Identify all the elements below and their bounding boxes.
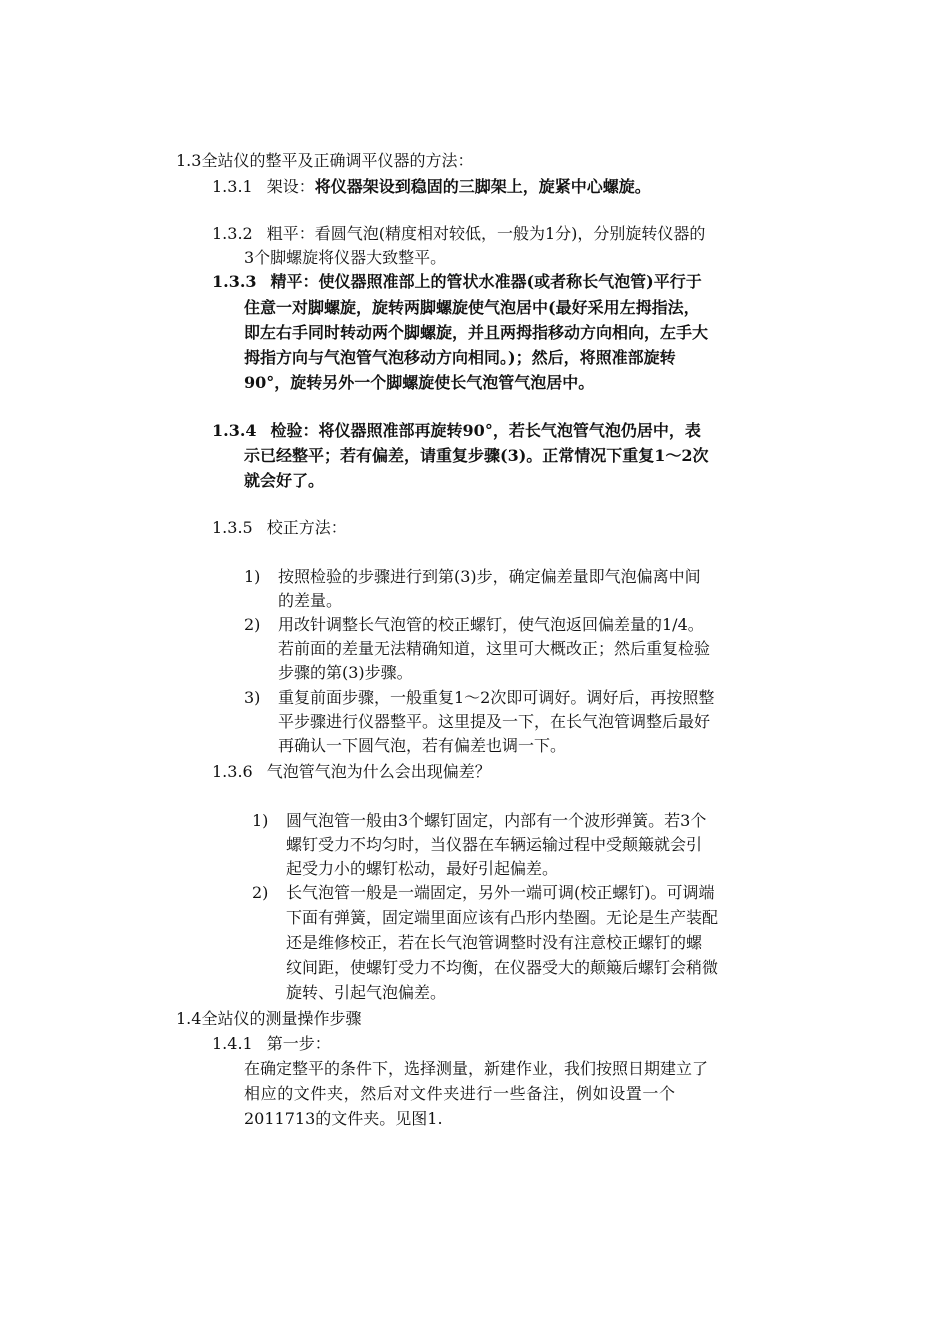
list-item-line: 圆气泡管一般由3个螺钉固定，内部有一个波形弹簧。若3个 [286, 811, 707, 830]
section-1-3-3-line-1 [212, 270, 702, 294]
list-item-line: 起受力小的螺钉松动，最好引起偏差。 [286, 859, 559, 878]
paragraph-line: 相应的文件夹，然后对文件夹进行一些备注，例如设置一个 [244, 1084, 676, 1103]
list-item-line: 纹间距，使螺钉受力不均衡，在仪器受大的颠簸后螺钉会稍微 [286, 958, 719, 977]
paragraph-line: 检验：将仪器照准部再旋转90°，若长气泡管气泡仍居中，表 [270, 421, 701, 440]
paragraph-line: 精平：使仪器照准部上的管状水准器(或者称长气泡管)平行于 [270, 272, 702, 291]
section-number: 1.3.6 [212, 762, 253, 781]
section-1-3-2-line-1 [212, 222, 705, 246]
section-number: 1.3.4 [212, 421, 257, 440]
section-1-3-1 [212, 175, 651, 199]
list-item-line: 重复前面步骤，一般重复1～2次即可调好。调好后，再按照整 [278, 688, 715, 707]
section-1-4-heading: 1.4全站仪的测量操作步骤 [176, 1009, 362, 1028]
list-marker: 1) [252, 811, 269, 830]
section-title: 校正方法： [266, 518, 347, 537]
section-text: 将仪器架设到稳固的三脚架上，旋紧中心螺旋。 [314, 177, 651, 196]
list-item-line: 步骤的第(3)步骤。 [278, 663, 413, 682]
section-title: 第一步： [266, 1034, 331, 1053]
list-item-line: 平步骤进行仪器整平。这里提及一下，在长气泡管调整后最好 [278, 712, 711, 731]
paragraph-line: 2011713的文件夹。见图1. [244, 1109, 443, 1128]
paragraph-line: 住意一对脚螺旋，旋转两脚螺旋使气泡居中(最好采用左拇指法， [244, 298, 700, 317]
paragraph-line: 3个脚螺旋将仪器大致整平。 [244, 248, 447, 267]
list-item-line: 再确认一下圆气泡，若有偏差也调一下。 [278, 736, 567, 755]
list-item-line: 还是维修校正，若在长气泡管调整时没有注意校正螺钉的螺 [286, 933, 703, 952]
section-1-3-6-heading [212, 760, 491, 784]
section-1-3-heading: 1.3全站仪的整平及正确调平仪器的方法： [176, 151, 474, 170]
section-number: 1.3.1 [212, 177, 253, 196]
list-item-line: 螺钉受力不均匀时，当仪器在车辆运输过程中受颠簸就会引 [286, 835, 703, 854]
section-number: 1.3.2 [212, 224, 253, 243]
list-item-line: 的差量。 [278, 591, 343, 610]
list-item-line: 旋转、引起气泡偏差。 [286, 983, 447, 1002]
list-marker: 1) [244, 567, 261, 586]
list-item-line: 长气泡管一般是一端固定，另外一端可调(校正螺钉)。可调端 [286, 883, 715, 902]
section-title: 气泡管气泡为什么会出现偏差？ [266, 762, 491, 781]
section-1-3-5-heading [212, 516, 347, 540]
section-number: 1.3.5 [212, 518, 253, 537]
list-marker: 3) [244, 688, 261, 707]
list-marker: 2) [252, 883, 269, 902]
paragraph-line: 即左右手同时转动两个脚螺旋，并且两拇指移动方向相向，左手大 [244, 323, 709, 342]
section-number: 1.4.1 [212, 1034, 253, 1053]
list-item-line: 用改针调整长气泡管的校正螺钉，使气泡返回偏差量的1/4。 [278, 615, 704, 634]
paragraph-line: 拇指方向与气泡管气泡移动方向相同。)；然后，将照准部旋转 [244, 348, 676, 367]
section-label: 架设： [266, 177, 315, 196]
list-item-line: 若前面的差量无法精确知道，这里可大概改正；然后重复检验 [278, 639, 711, 658]
paragraph-line: 在确定整平的条件下，选择测量，新建作业，我们按照日期建立了 [244, 1059, 709, 1078]
paragraph-line: 就会好了。 [244, 471, 325, 490]
paragraph-line: 90°，旋转另外一个脚螺旋使长气泡管气泡居中。 [244, 373, 595, 392]
section-1-4-1-heading [212, 1032, 331, 1056]
list-item-line: 按照检验的步骤进行到第(3)步，确定偏差量即气泡偏离中间 [278, 567, 701, 586]
list-marker: 2) [244, 615, 261, 634]
paragraph-line: 示已经整平；若有偏差，请重复步骤(3)。正常情况下重复1～2次 [244, 446, 709, 465]
paragraph-line: 粗平：看圆气泡(精度相对较低，一般为1分)，分别旋转仪器的 [266, 224, 706, 243]
section-number: 1.3.3 [212, 272, 257, 291]
section-1-3-4-line-1 [212, 419, 701, 443]
list-item-line: 下面有弹簧，固定端里面应该有凸形内垫圈。无论是生产装配 [286, 908, 719, 927]
